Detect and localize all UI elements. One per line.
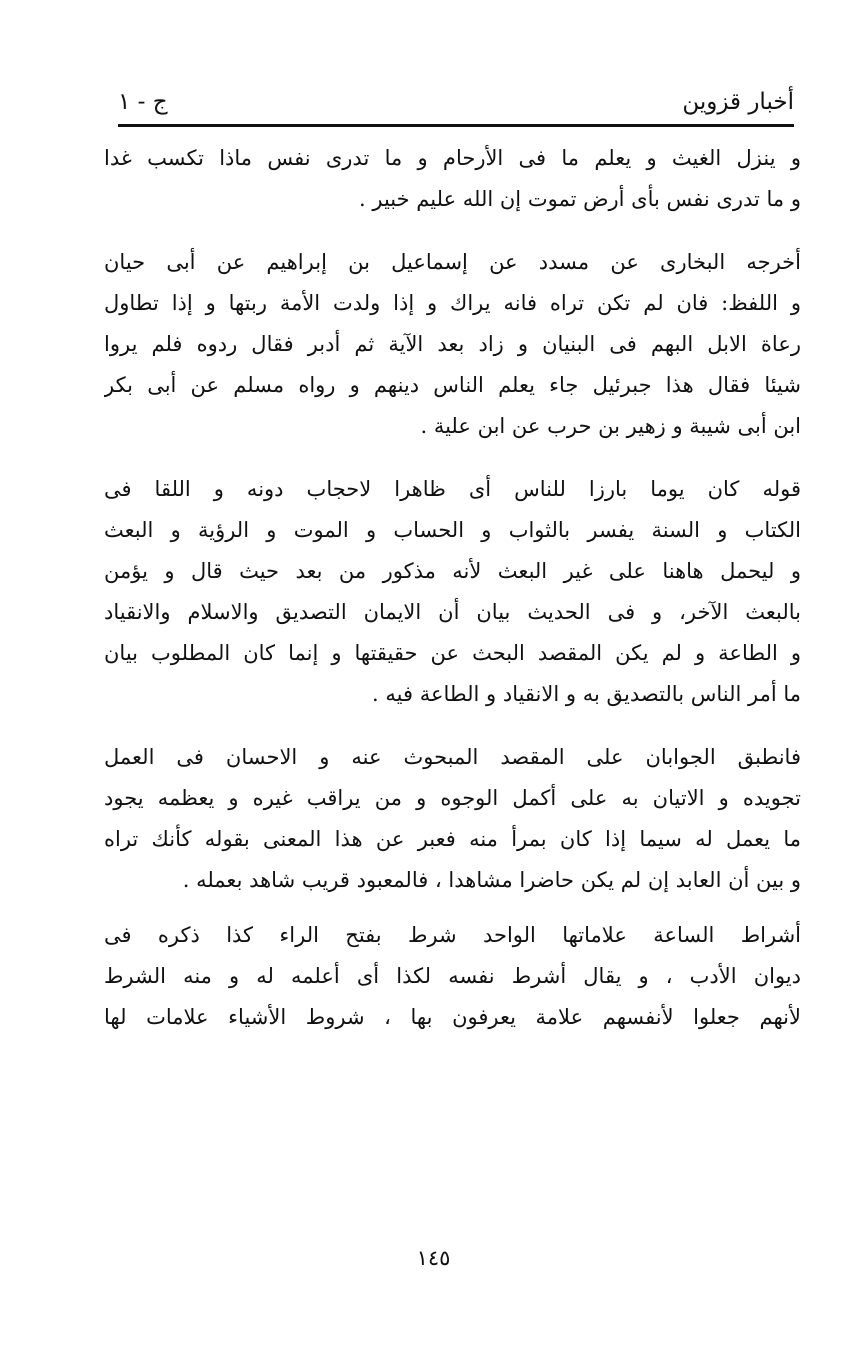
- text-line: و بين أن العابد إن لم يكن حاضرا مشاهدا ، فالمعبود قريب شاهد بعمله .: [182, 868, 801, 892]
- paragraph-gap: [104, 220, 801, 242]
- paragraph: [104, 915, 801, 1038]
- text-line: شيئا فقال هذا جبرئيل جاء يعلم الناس دينهم و رواه مسلم عن أبى بكر: [104, 373, 801, 397]
- text-line: و اللفظ: فان لم تكن تراه فانه يراك و إذا ولدت الأمة ربتها و إذا تطاول: [104, 291, 801, 315]
- volume-label: ج - ١: [118, 89, 168, 115]
- text-line: فانطبق الجوابان على المقصد المبحوث عنه و الاحسان فى العمل: [104, 745, 801, 769]
- page-number: ١٤٥: [416, 1246, 451, 1270]
- text-line: لأنهم جعلوا لأنفسهم علامة يعرفون بها ، شروط الأشياء علامات لها: [104, 1005, 801, 1029]
- text-line: الكتاب و السنة يفسر بالثواب و الحساب و الموت و الرؤية و البعث: [104, 518, 801, 542]
- text-line: ديوان الأدب ، و يقال أشرط نفسه لكذا أى أعلمه له و منه الشرط: [104, 964, 801, 988]
- paragraph: [104, 737, 801, 901]
- paragraph-gap: [104, 715, 801, 737]
- text-line: ما أمر الناس بالتصديق به و الانقياد و الطاعة فيه .: [372, 682, 801, 706]
- text-line: ما يعمل له سيما إذا كان بمرأ منه فعبر عن هذا المعنى بقوله كأنك تراه: [104, 827, 801, 851]
- text-line: تجويده و الاتيان به على أكمل الوجوه و من يراقب غيره و يعظمه يجود: [104, 786, 801, 810]
- text-line: قوله كان يوما بارزا للناس أى ظاهرا لاحجاب دونه و اللقا فى: [104, 477, 801, 501]
- header-rule: [118, 124, 794, 127]
- paragraph: [104, 469, 801, 715]
- text-line: أشراط الساعة علاماتها الواحد شرط بفتح الراء كذا ذكره فى: [104, 923, 801, 947]
- text-line: رعاة الابل البهم فى البنيان و زاد بعد الآية ثم أدبر فقال ردوه فلم يروا: [104, 332, 801, 356]
- book-title: أخبار قزوين: [682, 89, 794, 115]
- paragraph-gap: [104, 901, 801, 915]
- text-line: و ما تدرى نفس بأى أرض تموت إن الله عليم خبير .: [359, 187, 801, 211]
- text-line: ابن أبى شيبة و زهير بن حرب عن ابن علية .: [420, 414, 801, 438]
- text-line: و ينزل الغيث و يعلم ما فى الأرحام و ما تدرى نفس ماذا تكسب غدا: [104, 146, 801, 170]
- paragraph-gap: [104, 447, 801, 469]
- body-text: [104, 138, 801, 1038]
- text-line: و الطاعة و لم يكن المقصد البحث عن حقيقتها و إنما كان المطلوب بيان: [104, 641, 801, 665]
- text-line: بالبعث الآخر، و فى الحديث بيان أن الايمان التصديق والاسلام والانقياد: [104, 600, 801, 624]
- text-line: و ليحمل هاهنا على غير البعث لأنه مذكور من بعد حيث قال و يؤمن: [104, 559, 801, 583]
- text-line: أخرجه البخارى عن مسدد عن إسماعيل بن إبراهيم عن أبى حيان: [104, 250, 801, 274]
- paragraph: [104, 242, 801, 447]
- paragraph: [104, 138, 801, 220]
- running-head: [118, 82, 794, 122]
